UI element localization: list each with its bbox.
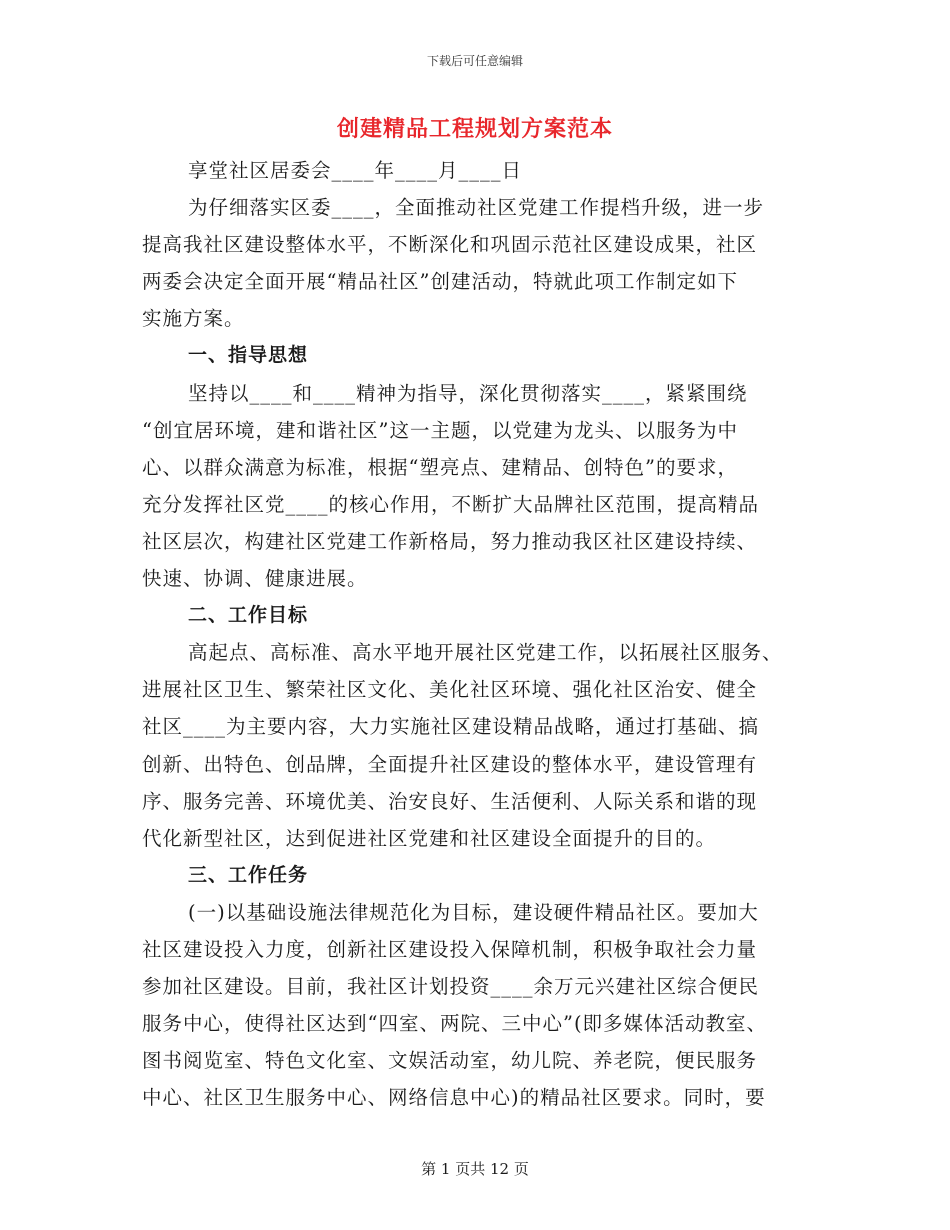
document-body	[142, 152, 812, 1116]
section-heading: 二、工作目标	[188, 604, 309, 627]
body-line: 为仔细落实区委____，全面推动社区党建工作提档升级，进一步	[188, 196, 765, 220]
body-line: 快速、协调、健康进展。	[142, 567, 368, 591]
body-line: 代化新型社区，达到促进社区党建和社区建设全面提升的目的。	[142, 826, 717, 850]
body-line: 实施方案。	[142, 307, 245, 331]
body-line: 中心、社区卫生服务中心、网络信息中心)的精品社区要求。同时，要	[142, 1086, 766, 1110]
body-line: 创新、出特色、创品牌，全面提升社区建设的整体水平，建设管理有	[142, 752, 758, 776]
body-line: 坚持以____和____精神为指导，深化贯彻落实____，紧紧围绕	[188, 381, 748, 405]
body-line: 社区层次，构建社区党建工作新格局，努力推动我区社区建设持续、	[142, 529, 758, 553]
body-line: (一)以基础设施法律规范化为目标，建设硬件精品社区。要加大	[188, 900, 759, 924]
body-line: 充分发挥社区党____的核心作用，不断扩大品牌社区范围，提高精品	[142, 492, 760, 516]
document-title: 创建精品工程规划方案范本	[336, 116, 613, 142]
body-line: 社区____为主要内容，大力实施社区建设精品战略，通过打基础、搞	[142, 715, 760, 739]
body-line: 服务中心，使得社区达到“四室、两院、三中心”(即多媒体活动教室、	[142, 1012, 768, 1036]
body-line: 参加社区建设。目前，我社区计划投资____余万元兴建社区综合便民	[142, 975, 760, 999]
body-line: 心、以群众满意为标准，根据“塑亮点、建精品、创特色”的要求，	[142, 455, 738, 479]
body-line: 图书阅览室、特色文化室、文娱活动室，幼儿院、养老院，便民服务	[142, 1049, 758, 1073]
body-line: 序、服务完善、环境优美、治安良好、生活便利、人际关系和谐的现	[142, 789, 758, 813]
body-line: “创宜居环境，建和谐社区”这一主题，以党建为龙头、以服务为中	[142, 418, 738, 442]
page-footer: 第 1 页共 12 页	[421, 1160, 529, 1178]
body-line: 高起点、高标准、高水平地开展社区党建工作，以拓展社区服务、	[188, 641, 783, 665]
body-line: 进展社区卫生、繁荣社区文化、美化社区环境、强化社区治安、健全	[142, 678, 758, 702]
body-line: 享堂社区居委会____年____月____日	[188, 159, 523, 182]
page-header-note: 下载后可任意编辑	[426, 54, 523, 68]
section-heading: 三、工作任务	[188, 863, 309, 886]
body-line: 社区建设投入力度，创新社区建设投入保障机制，积极争取社会力量	[142, 937, 758, 961]
body-line: 两委会决定全面开展“精品社区”创建活动，特就此项工作制定如下	[142, 270, 738, 294]
section-heading: 一、指导思想	[188, 344, 309, 367]
body-line: 提高我社区建设整体水平，不断深化和巩固示范社区建设成果，社区	[142, 233, 758, 257]
